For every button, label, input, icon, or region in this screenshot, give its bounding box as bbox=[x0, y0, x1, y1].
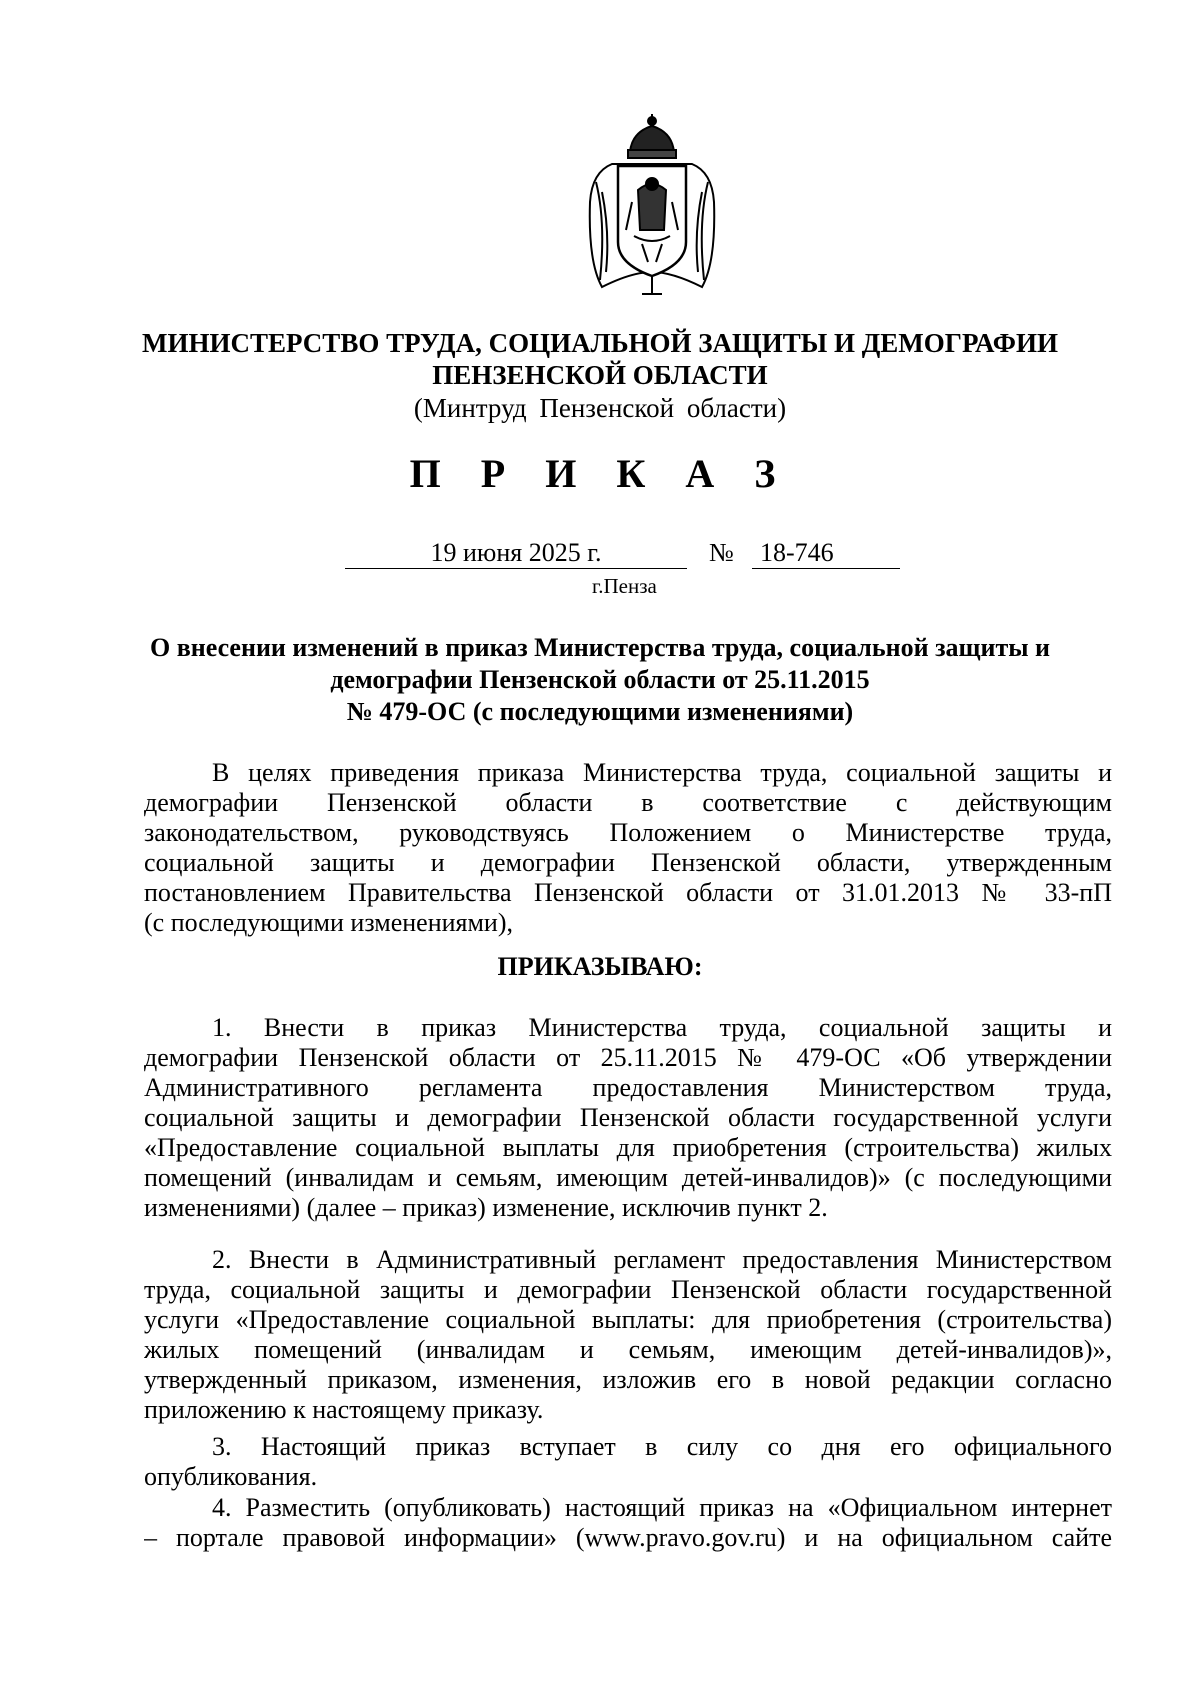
number-sign: № bbox=[709, 538, 734, 567]
text-line: постановлением Правительства Пензенской области от 31.01.2013 № 33-пП bbox=[144, 878, 1112, 907]
text-line: демографии Пензенской области от 25.11.2015 № 479-ОС «Об утверждении bbox=[144, 1043, 1112, 1072]
text-line: труда, социальной защиты и демографии Пензенской области государственной bbox=[144, 1275, 1112, 1304]
intro-paragraph bbox=[144, 758, 1112, 938]
text-line: опубликования. bbox=[144, 1462, 318, 1491]
date-underline bbox=[345, 568, 687, 569]
document-number: 18-746 bbox=[760, 538, 834, 567]
subject-line: О внесении изменений в приказ Министерства труда, социальной защиты и bbox=[149, 633, 1051, 662]
text-line: утвержденный приказом, изменения, изложив его в новой редакции согласно bbox=[144, 1365, 1112, 1394]
document-date: 19 июня 2025 г. bbox=[430, 538, 602, 567]
text-line: (с последующими изменениями), bbox=[144, 908, 514, 937]
text-line: «Предоставление социальной выплаты для приобретения (строительства) жилых bbox=[144, 1133, 1112, 1162]
ministry-name-line2: ПЕНЗЕНСКОЙ ОБЛАСТИ bbox=[432, 360, 768, 390]
item-2-paragraph bbox=[144, 1245, 1112, 1425]
text-line: – портале правовой информации» (www.pravo.gov.ru) и на официальном сайте bbox=[144, 1523, 1112, 1552]
text-line: законодательством, руководствуясь Положением о Министерстве труда, bbox=[144, 818, 1112, 847]
text-line: услуги «Предоставление социальной выплаты: для приобретения (строительства) bbox=[144, 1305, 1112, 1334]
number-underline bbox=[752, 568, 900, 569]
subject-line: демографии Пензенской области от 25.11.2015 bbox=[330, 665, 870, 694]
subject-line: № 479-ОС (с последующими изменениями) bbox=[346, 697, 854, 726]
text-line: В целях приведения приказа Министерства труда, социальной защиты и bbox=[212, 758, 1112, 787]
item-3-paragraph bbox=[144, 1432, 1112, 1492]
text-line: социальной защиты и демографии Пензенской области государственной услуги bbox=[144, 1103, 1112, 1132]
text-line: 3. Настоящий приказ вступает в силу со дня его официального bbox=[212, 1432, 1112, 1461]
text-line: 2. Внести в Административный регламент предоставления Министерством bbox=[212, 1245, 1112, 1274]
text-line: 4. Разместить (опубликовать) настоящий приказ на «Официальном интернет bbox=[212, 1493, 1112, 1522]
text-line: жилых помещений (инвалидам и семьям, имеющим детей-инвалидов)», bbox=[144, 1335, 1112, 1364]
text-line: помещений (инвалидам и семьям, имеющим детей-инвалидов)» (с последующими bbox=[144, 1163, 1112, 1192]
text-line: изменениями) (далее – приказ) изменение, исключив пункт 2. bbox=[144, 1193, 828, 1222]
city-label: г.Пенза bbox=[592, 574, 657, 598]
ministry-name-line1: МИНИСТЕРСТВО ТРУДА, СОЦИАЛЬНОЙ ЗАЩИТЫ И ДЕМОГРАФИИ bbox=[141, 328, 1058, 358]
text-line: демографии Пензенской области в соответствие с действующим bbox=[144, 788, 1112, 817]
text-line: приложению к настоящему приказу. bbox=[144, 1395, 544, 1424]
document-type-title: П Р И К А З bbox=[409, 451, 791, 496]
decree-word: ПРИКАЗЫВАЮ: bbox=[497, 952, 703, 981]
item-4-paragraph bbox=[144, 1493, 1112, 1553]
item-1-paragraph bbox=[144, 1013, 1112, 1223]
text-line: Административного регламента предоставления Министерством труда, bbox=[144, 1073, 1112, 1102]
coat-of-arms-icon bbox=[572, 112, 732, 300]
ministry-short-name: (Минтруд Пензенской области) bbox=[413, 393, 787, 423]
text-line: 1. Внести в приказ Министерства труда, социальной защиты и bbox=[212, 1013, 1112, 1042]
text-line: социальной защиты и демографии Пензенской области, утвержденным bbox=[144, 848, 1112, 877]
